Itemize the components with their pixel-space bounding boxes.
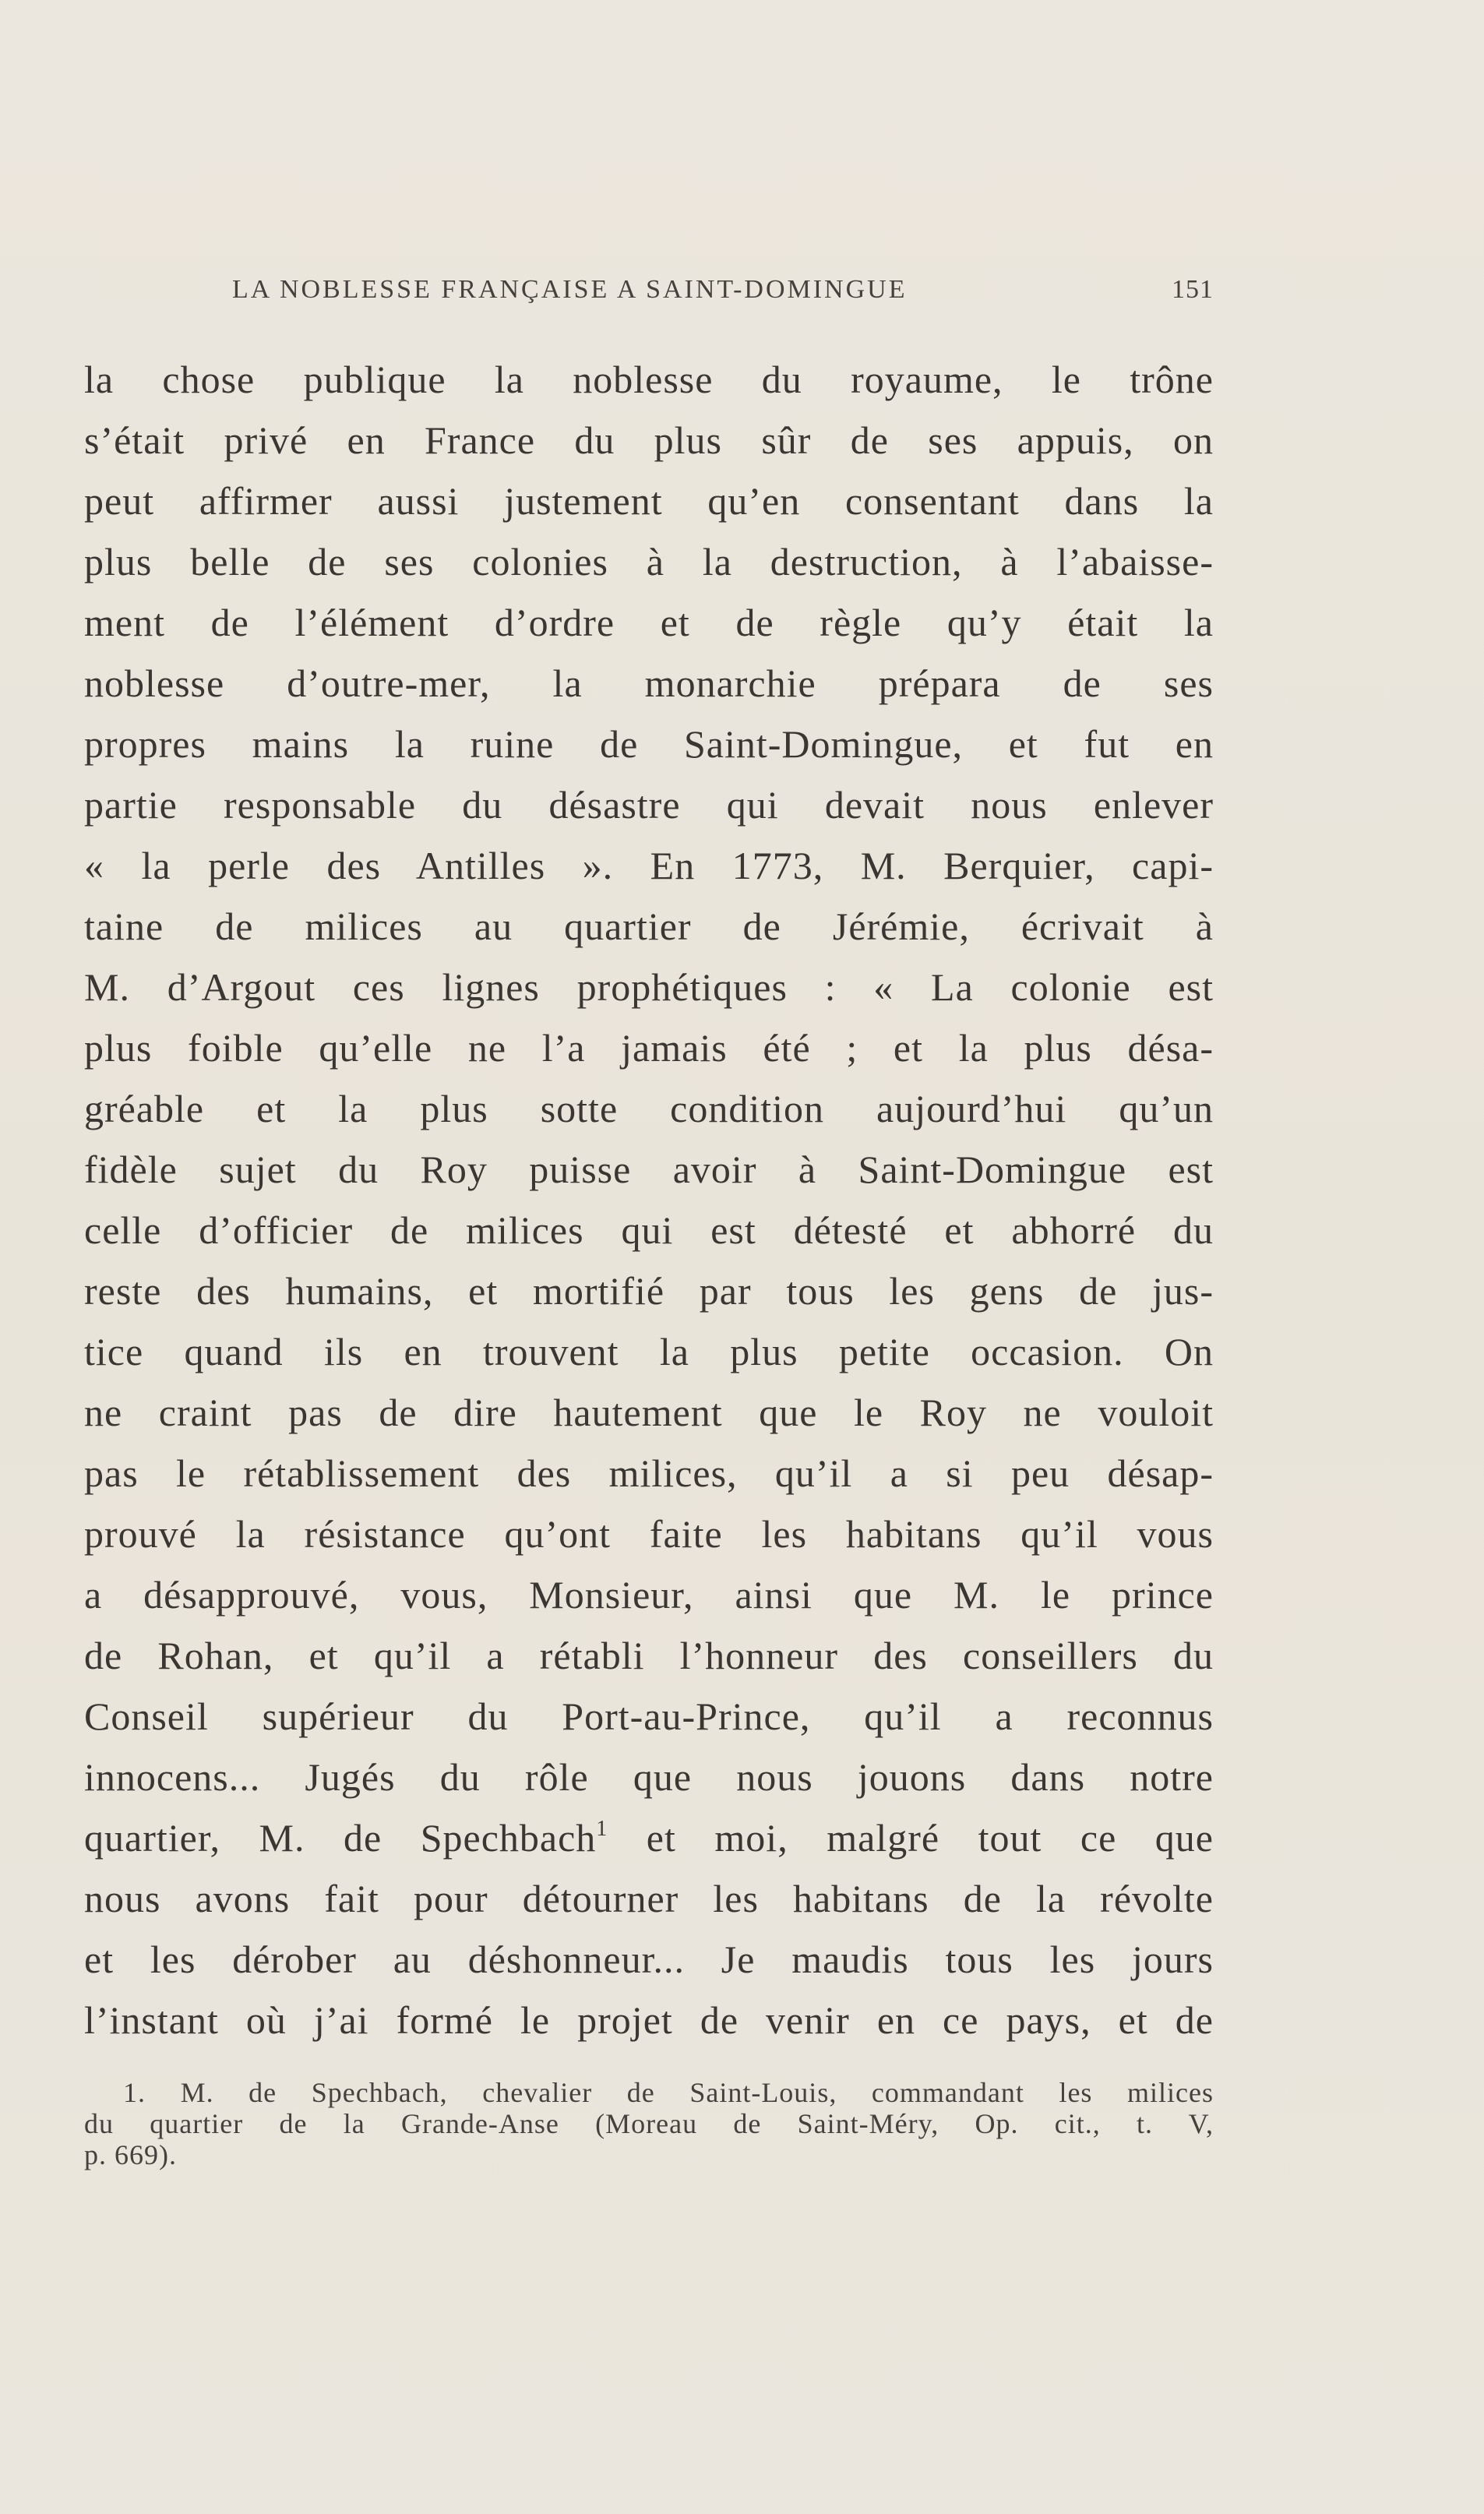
line-segment: et moi, malgré tout ce que <box>608 1816 1214 1860</box>
text-line: ne craint pas de dire hautement que le Roy ne vouloit <box>84 1391 1214 1434</box>
footnote <box>84 2077 1214 2170</box>
text-line: gréable et la plus sotte condition aujourd’hui qu’un <box>84 1087 1214 1130</box>
text-line: prouvé la résistance qu’ont faite les habitans qu’il vous <box>84 1512 1214 1556</box>
running-title: LA NOBLESSE FRANÇAISE A SAINT-DOMINGUE <box>232 275 908 304</box>
text-line: s’était privé en France du plus sûr de ses appuis, on <box>84 418 1214 462</box>
text-line: noblesse d’outre-mer, la monarchie prépara de ses <box>84 661 1214 705</box>
text-line: nous avons fait pour détourner les habitans de la révolte <box>84 1877 1214 1920</box>
text-line: peut affirmer aussi justement qu’en consentant dans la <box>84 479 1214 523</box>
running-head <box>84 274 1214 305</box>
text-line: partie responsable du désastre qui devait nous enlever <box>84 783 1214 827</box>
text-line: plus foible qu’elle ne l’a jamais été ; et la plus désa- <box>84 1026 1214 1070</box>
text-line: ment de l’élément d’ordre et de règle qu’y était la <box>84 601 1214 644</box>
text-line-with-footnote-ref <box>84 1807 1214 1868</box>
text-line: de Rohan, et qu’il a rétabli l’honneur des conseillers du <box>84 1634 1214 1677</box>
footnote-line: p. 669). <box>84 2139 177 2170</box>
text-line: reste des humains, et mortifié par tous les gens de jus- <box>84 1269 1214 1313</box>
footnote-line: du quartier de la Grande-Anse (Moreau de Saint-Méry, Op. cit., t. V, <box>84 2108 1214 2139</box>
text-line: Conseil supérieur du Port-au-Prince, qu’il a reconnus <box>84 1694 1214 1738</box>
text-line: plus belle de ses colonies à la destruction, à l’abaisse- <box>84 540 1214 584</box>
line-segment: quartier, M. de Spechbach <box>84 1816 597 1860</box>
text-line: « la perle des Antilles ». En 1773, M. Berquier, capi- <box>84 844 1214 887</box>
body-text <box>84 349 1214 2050</box>
text-line: M. d’Argout ces lignes prophétiques : « La colonie est <box>84 965 1214 1009</box>
footnote-line: 1. M. de Spechbach, chevalier de Saint-Louis, commandant les milices <box>123 2077 1214 2108</box>
text-line: fidèle sujet du Roy puisse avoir à Saint-Domingue est <box>84 1148 1214 1191</box>
footnote-reference[interactable]: 1 <box>596 1817 608 1841</box>
text-line: taine de milices au quartier de Jérémie, écrivait à <box>84 904 1214 948</box>
text-line: et les dérober au déshonneur... Je maudis tous les jours <box>84 1938 1214 1981</box>
page-number: 151 <box>1172 275 1214 304</box>
text-line: tice quand ils en trouvent la plus petite occasion. On <box>84 1330 1214 1373</box>
text-line: innocens... Jugés du rôle que nous jouons dans notre <box>84 1755 1214 1799</box>
text-line: l’instant où j’ai formé le projet de venir en ce pays, et de <box>84 1998 1214 2042</box>
text-line: pas le rétablissement des milices, qu’il a si peu désap- <box>84 1451 1214 1495</box>
text-line: celle d’officier de milices qui est détesté et abhorré du <box>84 1208 1214 1252</box>
text-line: a désapprouvé, vous, Monsieur, ainsi que M. le prince <box>84 1573 1214 1617</box>
text-line: la chose publique la noblesse du royaume, le trône <box>84 358 1214 401</box>
text-line: propres mains la ruine de Saint-Domingue, et fut en <box>84 722 1214 766</box>
